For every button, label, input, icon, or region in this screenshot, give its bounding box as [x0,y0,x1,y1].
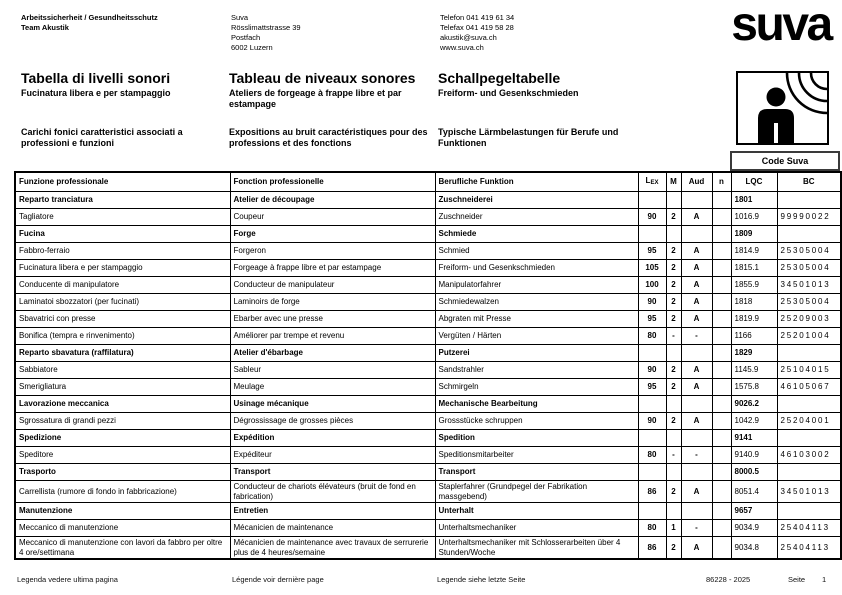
cell-aud [681,226,712,243]
cell-funzione: Smerigliatura [15,379,230,396]
cell-aud: A [681,260,712,277]
cell-funktion: Freiform- und Gesenkschmieden [435,260,638,277]
cell-lqc: 1829 [731,345,777,362]
cell-n [712,447,731,464]
cell-n [712,396,731,413]
cell-funktion: Unterhaltsmechaniker mit Schlosserarbeiten über 4 Stunden/Woche [435,537,638,560]
cell-bc: 25204001 [777,413,841,430]
cell-m: - [666,447,681,464]
title-column-french [229,71,431,110]
cell-fonction: Conducteur de chariots élévateurs (bruit de fond en fabrication) [230,481,435,503]
cell-lqc: 9026.2 [731,396,777,413]
cell-bc [777,396,841,413]
cell-lqc: 9140.9 [731,447,777,464]
cell-funzione: Tagliatore [15,209,230,226]
cell-bc: 46103002 [777,447,841,464]
cell-lex: 86 [638,537,666,560]
table-row [15,520,841,537]
cell-m: 2 [666,379,681,396]
cell-fonction: Meulage [230,379,435,396]
cell-lqc: 1016.9 [731,209,777,226]
table-row [15,209,841,226]
cell-funzione: Fucina [15,226,230,243]
cell-lex: 90 [638,413,666,430]
footer-page-label: Seite [788,575,806,584]
cell-aud [681,430,712,447]
cell-aud: A [681,537,712,560]
cell-m [666,464,681,481]
cell-fonction: Ebarber avec une presse [230,311,435,328]
cell-aud [681,192,712,209]
cell-bc [777,503,841,520]
cell-n [712,243,731,260]
cell-aud: - [681,520,712,537]
cell-bc: 25201004 [777,328,841,345]
cell-lqc: 9034.9 [731,520,777,537]
cell-n [712,277,731,294]
cell-bc [777,226,841,243]
cell-n [712,311,731,328]
cell-lqc: 8051.4 [731,481,777,503]
cell-bc: 25305004 [777,294,841,311]
table-row [15,379,841,396]
cell-n [712,328,731,345]
cell-aud [681,396,712,413]
cell-m: 2 [666,537,681,560]
cell-fonction: Forge [230,226,435,243]
cell-funzione: Speditore [15,447,230,464]
table-row [15,277,841,294]
cell-lqc: 1809 [731,226,777,243]
col-header-lex: LEX [638,172,666,192]
cell-n [712,520,731,537]
cell-funktion: Zuschneider [435,209,638,226]
table-row [15,311,841,328]
description-german: Typische Lärmbelastungen für Berufe und Funktionen [438,127,619,148]
cell-aud: A [681,413,712,430]
cell-lex [638,430,666,447]
table-body [15,192,841,560]
contact-fax: Telefax 041 419 58 28 [440,23,514,32]
address-city: 6002 Luzern [231,43,273,52]
table-row [15,430,841,447]
cell-funzione: Conducente di manipulatore [15,277,230,294]
cell-funzione: Fucinatura libera e per stampaggio [15,260,230,277]
title-french: Tableau de niveaux sonores [229,70,416,86]
table-header-row [15,172,841,192]
cell-lqc: 9034.8 [731,537,777,560]
cell-funktion: Schmied [435,243,638,260]
col-header-bc: BC [777,172,841,192]
cell-m [666,226,681,243]
cell-lex: 90 [638,294,666,311]
cell-funktion: Manipulatorfahrer [435,277,638,294]
description-italian: Carichi fonici caratteristici associati a professioni e funzioni [21,127,183,148]
address-company: Suva [231,13,249,22]
cell-m [666,503,681,520]
cell-bc [777,192,841,209]
cell-funzione: Meccanico di manutenzione [15,520,230,537]
cell-lex: 100 [638,277,666,294]
department-line1: Arbeitssicherheit / Gesundheitsschutz [21,13,158,22]
cell-n [712,294,731,311]
cell-lqc: 1145.9 [731,362,777,379]
cell-bc: 25104015 [777,362,841,379]
cell-funzione: Carrellista (rumore di fondo in fabbricazione) [15,481,230,503]
cell-funzione: Trasporto [15,464,230,481]
footer-legend-french: Légende voir dernière page [232,575,324,584]
cell-fonction: Sableur [230,362,435,379]
cell-lex: 80 [638,447,666,464]
department-line2: Team Akustik [21,23,69,32]
cell-lex: 95 [638,379,666,396]
cell-lqc: 1819.9 [731,311,777,328]
title-column-italian [21,71,221,99]
cell-funktion: Sandstrahler [435,362,638,379]
cell-fonction: Atelier d'ébarbage [230,345,435,362]
cell-lex: 95 [638,243,666,260]
cell-funktion: Schmirgeln [435,379,638,396]
cell-fonction: Expéditeur [230,447,435,464]
cell-m: 2 [666,362,681,379]
description-french: Expositions au bruit caractéristiques pour des professions et des fonctions [229,127,428,148]
cell-aud [681,345,712,362]
cell-fonction: Mécanicien de maintenance [230,520,435,537]
cell-m: 2 [666,311,681,328]
cell-lex [638,192,666,209]
person-with-noise-waves-icon [738,73,827,143]
cell-funktion: Vergüten / Härten [435,328,638,345]
cell-bc: 34501013 [777,277,841,294]
col-header-fonction: Fonction professionelle [230,172,435,192]
cell-lex: 90 [638,209,666,226]
title-german: Schallpegeltabelle [438,70,561,86]
cell-n [712,430,731,447]
cell-n [712,379,731,396]
cell-lex [638,226,666,243]
cell-aud: - [681,328,712,345]
cell-funktion: Schmiedewalzen [435,294,638,311]
table-row [15,328,841,345]
col-header-funktion: Berufliche Funktion [435,172,638,192]
cell-aud [681,503,712,520]
table-row [15,192,841,209]
cell-fonction: Expédition [230,430,435,447]
cell-n [712,192,731,209]
cell-funzione: Sabbiatore [15,362,230,379]
code-suva-box: Code Suva [730,151,840,171]
cell-funktion: Transport [435,464,638,481]
cell-n [712,345,731,362]
cell-funktion: Unterhaltsmechaniker [435,520,638,537]
col-header-funzione: Funzione professionale [15,172,230,192]
cell-funktion: Schmiede [435,226,638,243]
cell-m: 2 [666,260,681,277]
cell-fonction: Conducteur de manipulateur [230,277,435,294]
footer-page-number: 1 [822,575,827,584]
cell-m: 2 [666,209,681,226]
col-header-m: M [666,172,681,192]
cell-fonction: Laminoirs de forge [230,294,435,311]
cell-lqc: 1801 [731,192,777,209]
cell-aud: A [681,311,712,328]
cell-lex: 86 [638,481,666,503]
table-row [15,362,841,379]
cell-funzione: Sgrossatura di grandi pezzi [15,413,230,430]
address-block [231,13,301,53]
table-row [15,464,841,481]
cell-lex: 105 [638,260,666,277]
table-row [15,226,841,243]
noise-exposure-pictogram [736,71,829,145]
cell-aud: A [681,294,712,311]
cell-bc: 99990022 [777,209,841,226]
cell-bc: 34501013 [777,481,841,503]
cell-aud: A [681,379,712,396]
cell-funktion: Staplerfahrer (Grundpegel der Fabrikation massgebend) [435,481,638,503]
cell-bc: 46105067 [777,379,841,396]
cell-bc: 25305004 [777,260,841,277]
cell-aud: A [681,243,712,260]
contact-phone: Telefon 041 419 61 34 [440,13,515,22]
table-row [15,503,841,520]
cell-fonction: Améliorer par trempe et revenu [230,328,435,345]
cell-n [712,537,731,560]
cell-lqc: 1166 [731,328,777,345]
cell-funktion: Abgraten mit Presse [435,311,638,328]
table-row [15,396,841,413]
cell-funktion: Speditionsmitarbeiter [435,447,638,464]
cell-aud: A [681,277,712,294]
cell-lqc: 1818 [731,294,777,311]
table-row [15,413,841,430]
cell-m [666,396,681,413]
cell-n [712,464,731,481]
contact-block [440,13,514,53]
table-row [15,243,841,260]
cell-aud: A [681,481,712,503]
cell-lex: 95 [638,311,666,328]
department-block [21,13,158,33]
cell-bc: 25305004 [777,243,841,260]
cell-bc: 25404113 [777,520,841,537]
cell-funktion: Zuschneiderei [435,192,638,209]
address-pobox: Postfach [231,33,261,42]
col-header-aud: Aud [681,172,712,192]
sound-level-table [14,171,842,560]
address-street: Rösslimattstrasse 39 [231,23,301,32]
cell-lex: 80 [638,328,666,345]
cell-funktion: Putzerei [435,345,638,362]
cell-lex: 90 [638,362,666,379]
table-row [15,260,841,277]
cell-funktion: Grossstücke schruppen [435,413,638,430]
cell-funzione: Reparto tranciatura [15,192,230,209]
cell-funktion: Spedition [435,430,638,447]
cell-funzione: Reparto sbavatura (raffilatura) [15,345,230,362]
table-row [15,294,841,311]
cell-lqc: 9141 [731,430,777,447]
cell-funzione: Meccanico di manutenzione con lavori da fabbro per oltre 4 ore/settimana [15,537,230,560]
suva-logo: suva [731,0,831,51]
cell-fonction: Usinage mécanique [230,396,435,413]
cell-fonction: Coupeur [230,209,435,226]
cell-fonction: Mécanicien de maintenance avec travaux de serrurerie plus de 4 heures/semaine [230,537,435,560]
cell-n [712,413,731,430]
cell-aud: A [681,362,712,379]
cell-m: - [666,328,681,345]
cell-m: 1 [666,520,681,537]
table-row [15,345,841,362]
cell-lex [638,345,666,362]
cell-lqc: 1575.8 [731,379,777,396]
cell-n [712,503,731,520]
subtitle-french: Ateliers de forgeage à frappe libre et par estampage [229,88,402,109]
cell-bc: 25404113 [777,537,841,560]
cell-lex [638,396,666,413]
cell-funktion: Unterhalt [435,503,638,520]
cell-lex [638,503,666,520]
footer-doc-number: 86228 - 2025 [706,575,751,584]
cell-bc [777,464,841,481]
cell-n [712,362,731,379]
subtitle-german: Freiform- und Gesenkschmieden [438,88,579,98]
cell-aud: A [681,209,712,226]
cell-lex: 80 [638,520,666,537]
title-italian: Tabella di livelli sonori [21,70,171,86]
col-header-n: n [712,172,731,192]
cell-funzione: Fabbro-ferraio [15,243,230,260]
cell-m [666,192,681,209]
cell-m [666,345,681,362]
cell-funzione: Bonifica (tempra e rinvenimento) [15,328,230,345]
cell-n [712,481,731,503]
cell-lqc: 8000.5 [731,464,777,481]
cell-m: 2 [666,481,681,503]
col-header-lqc: LQC [731,172,777,192]
cell-lqc: 1855.9 [731,277,777,294]
cell-fonction: Transport [230,464,435,481]
cell-funktion: Mechanische Bearbeitung [435,396,638,413]
cell-lqc: 1814.9 [731,243,777,260]
table-row [15,481,841,503]
cell-fonction: Forgeron [230,243,435,260]
contact-email: akustik@suva.ch [440,33,497,42]
cell-lqc: 9657 [731,503,777,520]
cell-fonction: Entretien [230,503,435,520]
cell-funzione: Spedizione [15,430,230,447]
table-row [15,447,841,464]
cell-bc: 25209003 [777,311,841,328]
cell-m [666,430,681,447]
cell-m: 2 [666,277,681,294]
cell-fonction: Forgeage à frappe libre et par estampage [230,260,435,277]
cell-funzione: Lavorazione meccanica [15,396,230,413]
cell-aud: - [681,447,712,464]
cell-m: 2 [666,294,681,311]
title-column-german [438,71,688,99]
cell-aud [681,464,712,481]
subtitle-italian: Fucinatura libera e per stampaggio [21,88,171,98]
cell-funzione: Manutenzione [15,503,230,520]
cell-funzione: Sbavatrici con presse [15,311,230,328]
cell-lqc: 1042.9 [731,413,777,430]
cell-fonction: Dégrossissage de grosses pièces [230,413,435,430]
cell-fonction: Atelier de découpage [230,192,435,209]
cell-m: 2 [666,243,681,260]
cell-bc [777,430,841,447]
cell-n [712,260,731,277]
footer-legend-german: Legende siehe letzte Seite [437,575,526,584]
cell-lex [638,464,666,481]
cell-lqc: 1815.1 [731,260,777,277]
footer-legend-italian: Legenda vedere ultima pagina [17,575,118,584]
cell-n [712,209,731,226]
contact-website: www.suva.ch [440,43,484,52]
cell-bc [777,345,841,362]
cell-n [712,226,731,243]
cell-funzione: Laminatoi sbozzatori (per fucinati) [15,294,230,311]
cell-m: 2 [666,413,681,430]
table-row [15,537,841,560]
